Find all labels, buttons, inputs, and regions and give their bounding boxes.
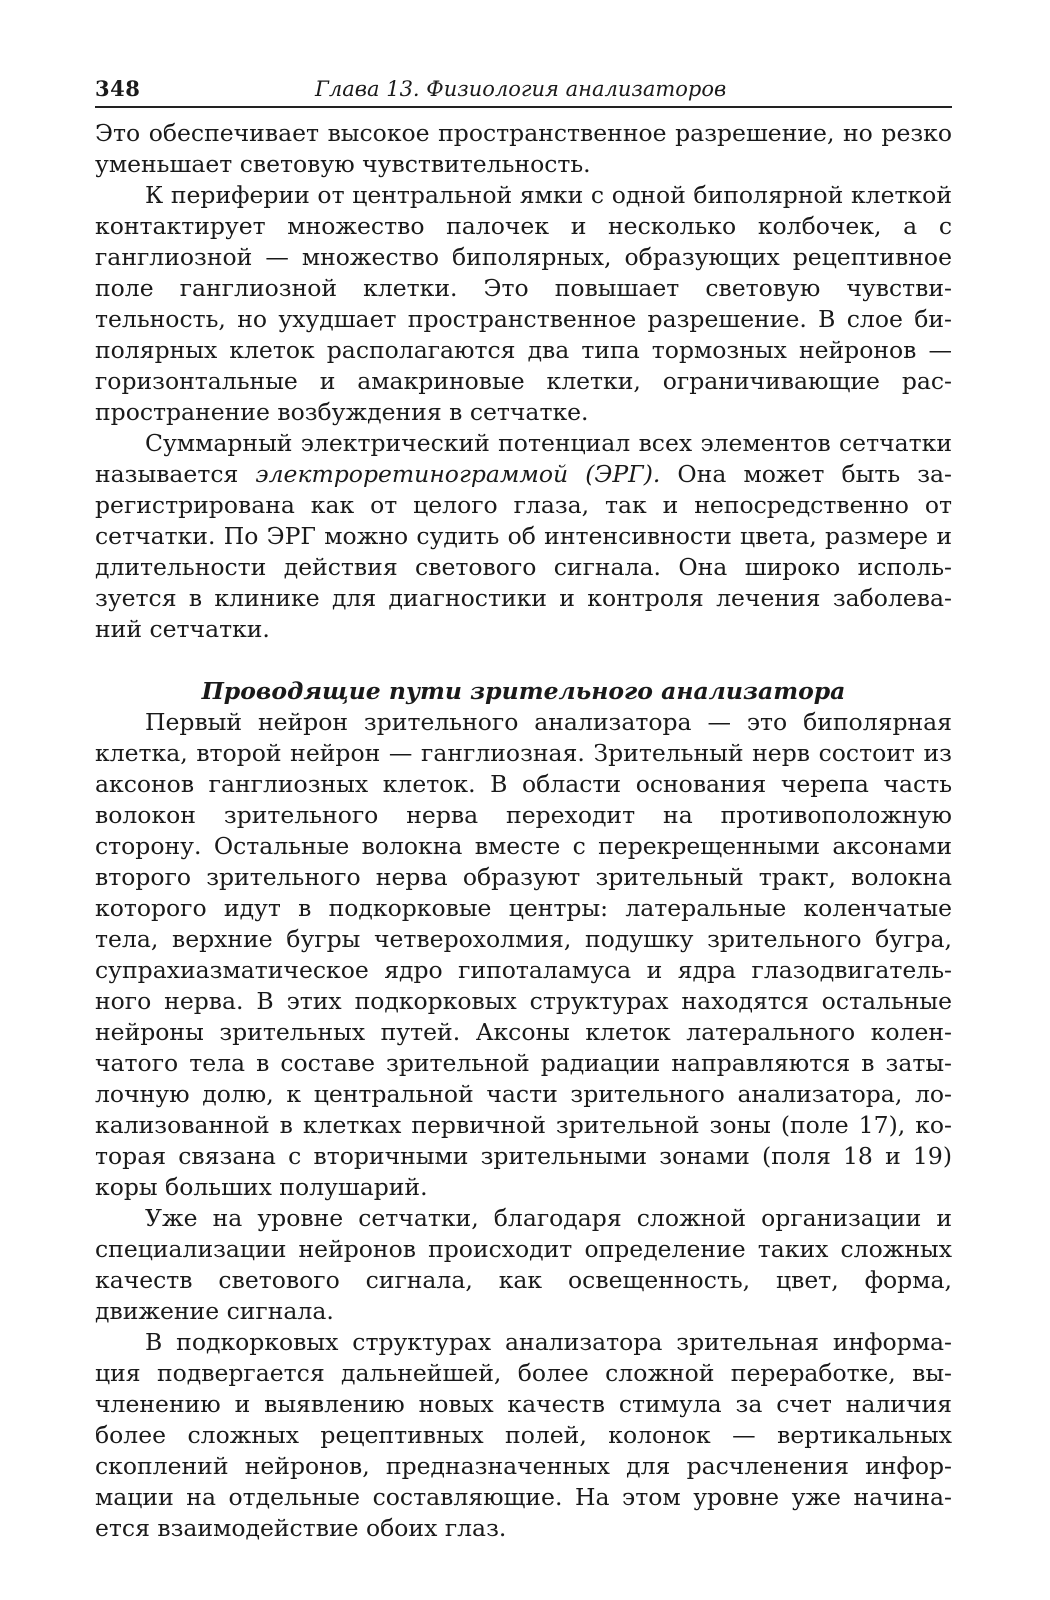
paragraph-periphery: К периферии от центральной ямки с одной биполярной клеткой контактирует множество палочек и несколько колбочек, а с ганглиозной — множество биполярных, образующих рецептивное поле ганглиозной клетки. Это повышает световую чувствительность, но ухудшает пространственное разрешение. В слое биполярных клеток располагаются два типа тормозных нейронов — горизонтальные и амакриновые клетки, ограничивающие распространение возбуждения в сетчатке.	[95, 181, 952, 426]
running-header	[95, 70, 952, 108]
paragraph-subcortical: В подкорковых структурах анализатора зрительная информация подвергается дальнейшей, более сложной переработке, вычленению и выявлению новых качеств стимула за счет наличия более сложных рецептивных полей, колонок — вертикальных скоплений нейронов, предназначенных для расчленения информации на отдельные составляющие. На этом уровне уже начинается взаимодействие обоих глаз.	[95, 1328, 952, 1542]
paragraph-erg	[95, 428, 952, 645]
section-heading: Проводящие пути зрительного анализатора	[201, 677, 846, 705]
chapter-title: Глава 13. Физиология анализаторов	[315, 77, 727, 101]
page-number: 348	[95, 76, 141, 101]
erg-term: электроретинограммой (ЭРГ).	[255, 460, 661, 488]
erg-text-start: Суммарный электрический потенциал всех элементов сетчатки называется	[95, 429, 952, 488]
paragraph-continuation: Это обеспечивает высокое пространственное разрешение, но резко уменьшает световую чувствительность.	[95, 119, 952, 178]
erg-text-end: Она может быть зарегистрирована как от целого глаза, так и непосредственно от сетчатки. По ЭРГ можно судить об интенсивности цвета, размере и длительности действия светового сигнала. Она широко используется в клинике для диагностики и контроля лечения заболеваний сетчатки.	[95, 460, 952, 643]
paragraph-retina-level: Уже на уровне сетчатки, благодаря сложной организации и специализации нейронов происходит определение таких сложных качеств светового сигнала, как освещенность, цвет, форма, движение сигнала.	[95, 1204, 952, 1325]
page-body	[95, 118, 952, 1544]
paragraph-pathways: Первый нейрон зрительного анализатора — это биполярная клетка, второй нейрон — ганглиозная. Зрительный нерв состоит из аксонов ганглиозных клеток. В области основания черепа часть волокон зрительного нерва переходит на противоположную сторону. Остальные волокна вместе с перекрещенными аксонами второго зрительного нерва образуют зрительный тракт, волокна которого идут в подкорковые центры: латеральные коленчатые тела, верхние бугры четверохолмия, подушку зрительного бугра, супрахиазматическое ядро гипоталамуса и ядра глазодвигательного нерва. В этих подкорковых структурах находятся остальные нейроны зрительных путей. Аксоны клеток латерального коленчатого тела в составе зрительной радиации направляются в затылочную долю, к центральной части зрительного анализатора, локализованной в клетках первичной зрительной зоны (поле 17), которая связана с вторичными зрительными зонами (поля 18 и 19) коры больших полушарий.	[95, 708, 952, 1201]
